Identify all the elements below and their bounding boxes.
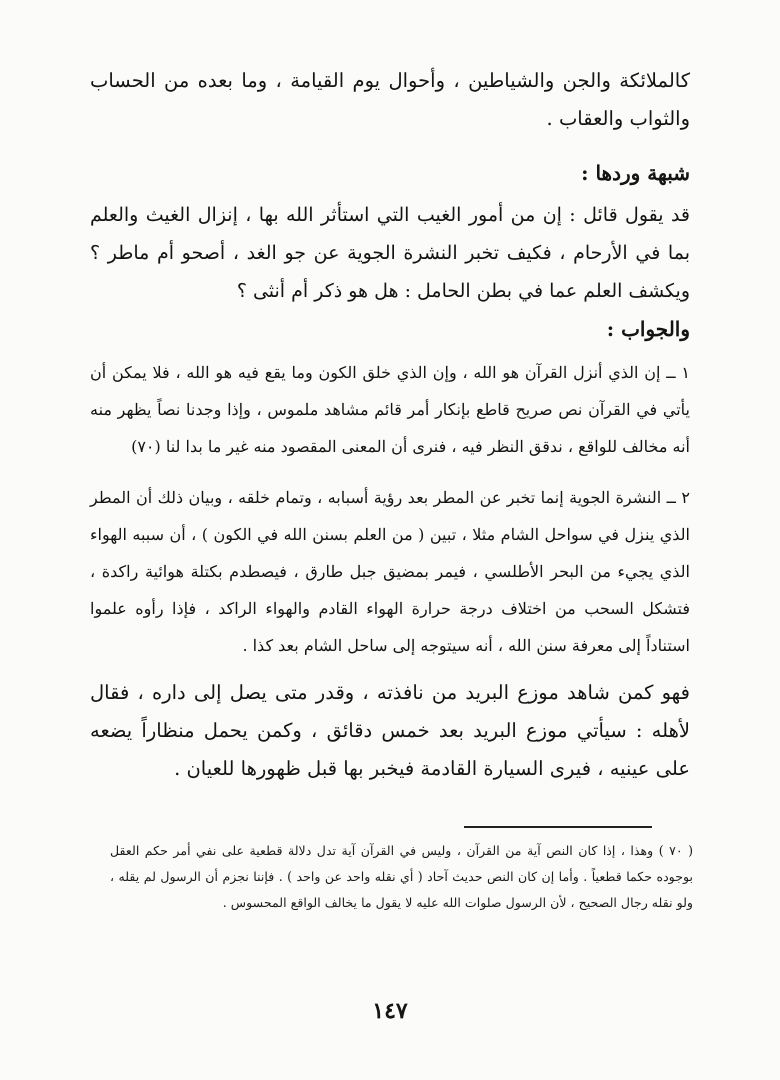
footnote-separator (464, 826, 652, 828)
answer-point-2: ٢ ــ النشرة الجوية إنما تخبر عن المطر بعد رؤية أسبابه ، وتمام خلقه ، وبيان ذلك أن المطر الذي ينزل في سواحل الشام مثلا ، تبين ( من العلم بسنن الله في الكون ) ، أن سببه الهواء الذي يجيء من البحر الأطلسي ، فيمر بمضيق جبل طارق ، فيصطدم بكتلة هوائية راكدة ، فتشكل السحب من اختلاف درجة حرارة الهواء القادم والهواء الراكد ، فإذا رأوه علموا استناداً إلى معرفة سنن الله ، أنه سيتوجه إلى ساحل الشام بعد كذا . (90, 488, 690, 655)
intro-paragraph: كالملائكة والجن والشياطين ، وأحوال يوم القيامة ، وما بعده من الحساب والثواب والعقاب . (90, 69, 690, 130)
page-number: ١٤٧ (372, 998, 408, 1024)
section-heading: شبهة وردها : (581, 161, 690, 185)
answer-point-2-continuation: فهو كمن شاهد موزع البريد من نافذته ، وقدر متى يصل إلى داره ، فقال لأهله : سيأتي موزع البريد بعد خمس دقائق ، وكمن يحمل منظاراً يضعه على عينيه ، فيرى السيارة القادمة فيخبر بها قبل ظهورها للعيان . (90, 681, 690, 780)
main-text (90, 62, 690, 788)
footnotes (110, 838, 693, 916)
question-paragraph: قد يقول قائل : إن من أمور الغيب التي استأثر الله بها ، إنزال الغيث والعلم بما في الأرحام ، فكيف تخبر النشرة الجوية عن جو الغد ، أصحو أم ماطر ؟ ويكشف العلم عما في بطن الحامل : هل هو ذكر أم أنثى ؟ (90, 204, 690, 302)
footnote-70: ( ٧٠ ) وهذا ، إذا كان النص آية من القرآن ، وليس في القرآن آية تدل دلالة قطعية على نفي أمر حكم العقل بوجوده حكما قطعياً . وأما إن كان النص حديث آحاد ( أي نقله واحد عن واحد ) . فإننا نجزم أن الرسول لم يقله ، ولو نقله رجال الصحيح ، لأن الرسول صلوات الله عليه لا يقول ما يخالف الواقع المحسوس . (110, 843, 694, 910)
answer-label: والجواب : (606, 317, 690, 341)
answer-point-1: ١ ــ إن الذي أنزل القرآن هو الله ، وإن الذي خلق الكون وما يقع فيه هو الله ، فلا يمكن أن يأتي في القرآن نص صريح قاطع بإنكار أمر قائم مشاهد ملموس ، وإذا وجدنا نصاً يظهر منه أنه مخالف للواقع ، ندقق النظر فيه ، فنرى أن المعنى المقصود منه غير ما بدا لنا (٧٠) (90, 363, 690, 456)
